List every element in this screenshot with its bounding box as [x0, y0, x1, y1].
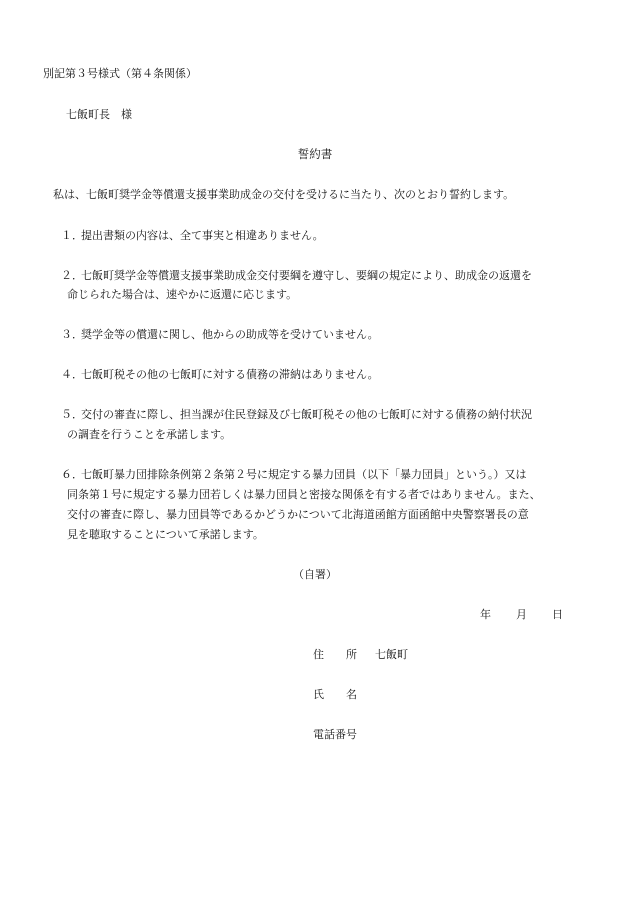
month-label: 月 — [516, 608, 527, 621]
address-label: 住 所 — [313, 648, 357, 661]
item-number: ４． — [61, 368, 83, 381]
item-text: 七飯町暴力団排除条例第２条第２号に規定する暴力団員（以下「暴力団員」という。）又は — [81, 468, 527, 481]
day-label: 日 — [552, 608, 563, 621]
addressee: 七飯町長 様 — [66, 108, 132, 121]
name-label: 氏 名 — [313, 688, 357, 701]
signature-heading: （自署） — [293, 568, 337, 581]
item-number: ５． — [61, 408, 83, 421]
item-text: 交付の審査に際し、暴力団員等であるかどうかについて北海道函館方面函館中央警察署長の意 — [67, 508, 529, 521]
item-text: 奨学金等の償還に関し、他からの助成等を受けていません。 — [81, 328, 379, 341]
phone-label: 電話番号 — [313, 728, 357, 741]
item-text: の調査を行うことを承諾します。 — [67, 428, 232, 441]
item-text: 交付の審査に際し、担当課が住民登録及び七飯町税その他の七飯町に対する債務の納付状況 — [81, 408, 532, 421]
item-text: 七飯町税その他の七飯町に対する債務の滞納はありません。 — [81, 368, 379, 381]
item-number: ２． — [61, 269, 83, 282]
item-number: １． — [61, 229, 83, 242]
year-label: 年 — [480, 608, 491, 621]
item-text: 同条第１号に規定する暴力団若しくは暴力団員と密接な関係を有する者ではありません。また、 — [67, 488, 541, 501]
item-text: 七飯町奨学金等償還支援事業助成金交付要綱を遵守し、要綱の規定により、助成金の返還を — [81, 269, 532, 282]
intro-paragraph: 私は、七飯町奨学金等償還支援事業助成金の交付を受けるに当たり、次のとおり誓約します。 — [53, 188, 515, 201]
item-number: ３． — [61, 328, 83, 341]
item-number: ６． — [61, 468, 83, 481]
address-value: 七飯町 — [375, 648, 408, 661]
document-title: 誓約書 — [297, 147, 333, 161]
item-text: 見を聴取することについて承諾します。 — [67, 528, 264, 541]
form-reference: 別記第３号様式（第４条関係） — [43, 67, 197, 80]
item-text: 命じられた場合は、速やかに返還に応じます。 — [67, 288, 298, 301]
item-text: 提出書類の内容は、全て事実と相違ありません。 — [81, 229, 324, 242]
